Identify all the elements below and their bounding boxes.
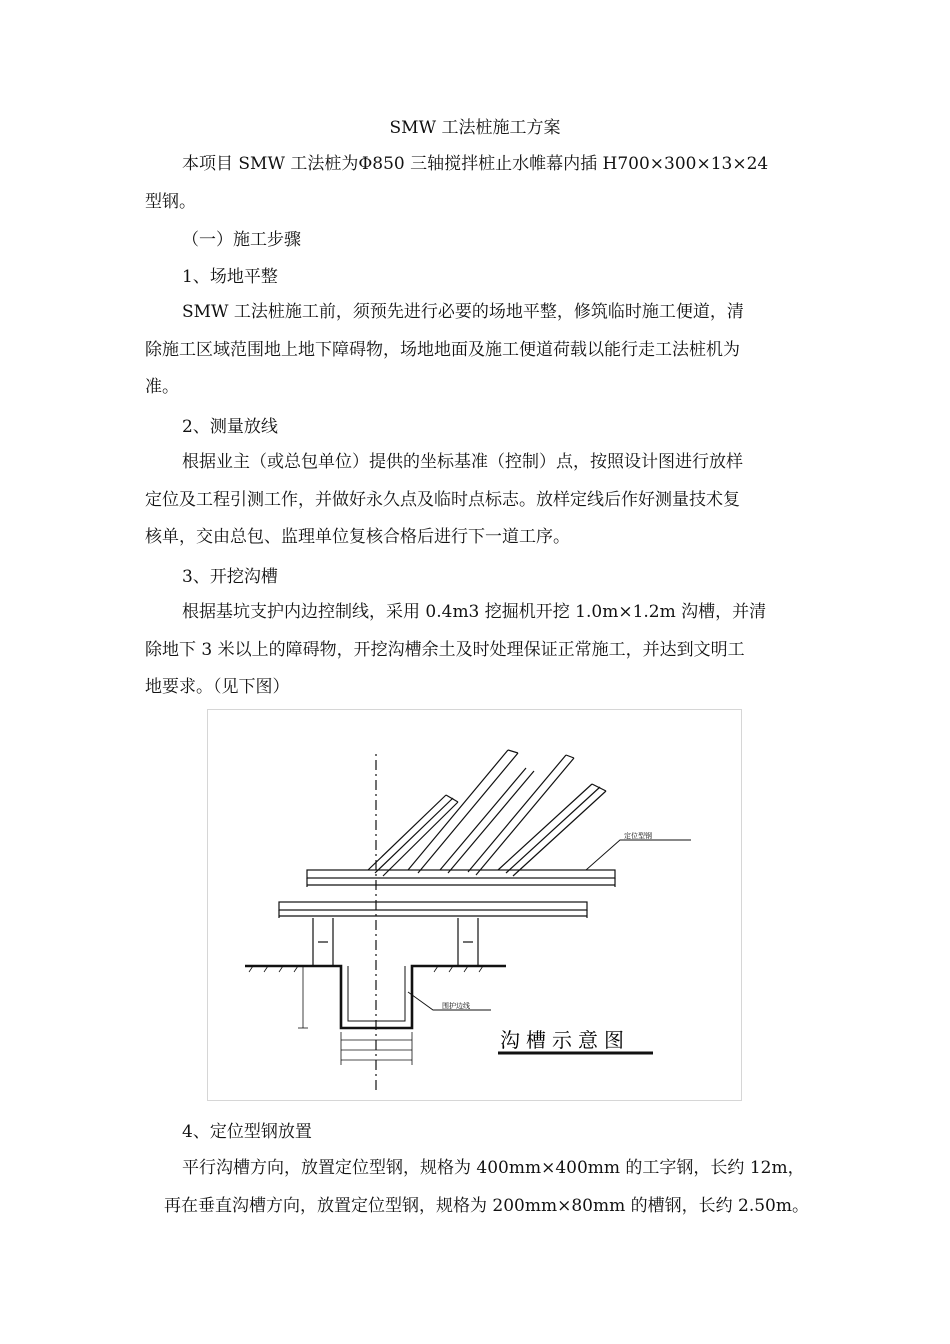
step2-line-1: 根据业主（或总包单位）提供的坐标基准（控制）点，按照设计图进行放样 [182,452,743,472]
step2-paragraph [145,444,813,557]
section-heading-steps: （一）施工步骤 [182,230,301,250]
lower-guide-steel [279,902,587,918]
step1-line-3: 准。 [145,377,179,397]
step1-line-2: 除施工区域范围地上地下障碍物，场地地面及施工便道荷载以能行走工法桩机为 [145,339,740,360]
step4-line-1: 平行沟槽方向，放置定位型钢，规格为 400mm×400mm 的工字钢，长约 12m， [182,1158,805,1178]
figure-caption: 沟槽示意图 [500,1028,630,1052]
step2-line-2: 定位及工程引测工作，并做好永久点及临时点标志。放样定线后作好测量技术复 [145,489,740,510]
line-label: 围护边线 [442,1002,470,1010]
document-title: SMW 工法桩施工方案 [389,118,561,138]
step3-line-1: 根据基坑支护内边控制线，采用 0.4m3 挖掘机开挖 1.0m×1.2m 沟槽，并清 [182,602,767,622]
steel-label: 定位型钢 [624,832,652,840]
steel-label-leader [586,840,691,870]
diagonal-beams [368,750,606,876]
depth-dimension [298,966,308,1028]
step4-paragraph [145,1150,825,1225]
step4-heading: 4、定位型钢放置 [182,1122,312,1142]
step1-paragraph [145,294,813,407]
step4-line-2: 再在垂直沟槽方向，放置定位型钢，规格为 200mm×80mm 的槽钢，长约 2.50m。 [164,1195,809,1216]
step3-paragraph [145,594,813,707]
step3-line-2: 除地下 3 米以上的障碍物，开挖沟槽余土及时处理保证正常施工，并达到文明工 [145,639,745,660]
step3-heading: 3、开挖沟槽 [182,567,278,587]
step1-heading: 1、场地平整 [182,267,278,287]
trench-diagram-drawing [208,710,741,1100]
intro-line-1: 本项目 SMW 工法桩为Φ850 三轴搅拌桩止水帷幕内插 H700×300×13×24 [182,154,769,174]
step3-line-3: 地要求。（见下图） [145,677,290,697]
step2-line-3: 核单，交由总包、监理单位复核合格后进行下一道工序。 [145,527,570,547]
intro-paragraph [145,146,813,221]
h-beam-stubs [313,918,478,965]
trench-diagram [207,709,742,1101]
intro-line-2: 型钢。 [145,191,196,212]
step1-line-1: SMW 工法桩施工前，须预先进行必要的场地平整，修筑临时施工便道，清 [182,302,744,322]
step2-heading: 2、测量放线 [182,417,278,437]
upper-guide-steel [307,870,615,887]
